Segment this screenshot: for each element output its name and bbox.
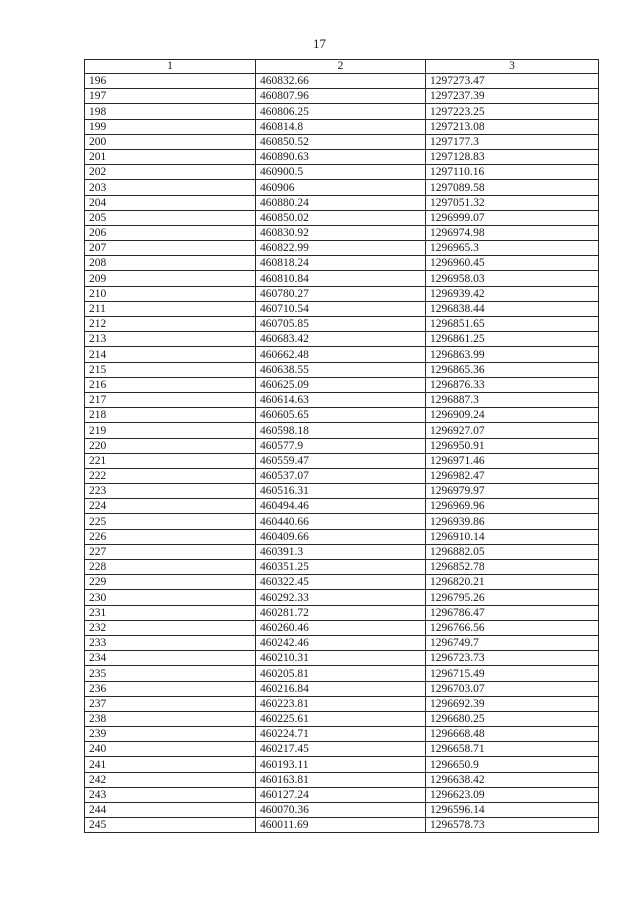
y-coordinate-cell: 1297273.47 [426,74,599,89]
column-header-y-coordinate: 3 [426,60,599,74]
table-row [85,651,599,666]
table-row [85,195,599,210]
column-header-point-number: 1 [85,60,256,74]
table-row [85,620,599,635]
x-coordinate-cell: 460070.36 [256,803,426,818]
point-number-cell: 214 [85,347,256,362]
x-coordinate-cell: 460625.09 [256,377,426,392]
x-coordinate-cell: 460598.18 [256,423,426,438]
point-number-cell: 213 [85,332,256,347]
x-coordinate-cell: 460516.31 [256,484,426,499]
y-coordinate-cell: 1296578.73 [426,818,599,833]
page-number: 17 [313,36,326,51]
header-row [85,60,599,74]
y-coordinate-cell: 1296838.44 [426,301,599,316]
point-number-cell: 198 [85,104,256,119]
y-coordinate-cell: 1296909.24 [426,408,599,423]
y-coordinate-cell: 1296863.99 [426,347,599,362]
point-number-cell: 209 [85,271,256,286]
point-number-cell: 201 [85,149,256,164]
table-row [85,787,599,802]
point-number-cell: 200 [85,134,256,149]
point-number-cell: 229 [85,575,256,590]
x-coordinate-cell: 460225.61 [256,711,426,726]
point-number-cell: 196 [85,74,256,89]
point-number-cell: 202 [85,165,256,180]
y-coordinate-cell: 1296960.45 [426,256,599,271]
table-row [85,104,599,119]
table-row [85,499,599,514]
table-row [85,423,599,438]
point-number-cell: 239 [85,727,256,742]
x-coordinate-cell: 460683.42 [256,332,426,347]
point-number-cell: 217 [85,392,256,407]
x-coordinate-cell: 460577.9 [256,438,426,453]
y-coordinate-cell: 1296795.26 [426,590,599,605]
table-row [85,149,599,164]
table-row [85,727,599,742]
x-coordinate-cell: 460705.85 [256,317,426,332]
table-row [85,74,599,89]
x-coordinate-cell: 460193.11 [256,757,426,772]
table-row [85,89,599,104]
table-row [85,301,599,316]
y-coordinate-cell: 1297051.32 [426,195,599,210]
y-coordinate-cell: 1296623.09 [426,787,599,802]
y-coordinate-cell: 1297223.25 [426,104,599,119]
y-coordinate-cell: 1296958.03 [426,271,599,286]
x-coordinate-cell: 460391.3 [256,544,426,559]
table-row [85,605,599,620]
table-row [85,711,599,726]
x-coordinate-cell: 460806.25 [256,104,426,119]
y-coordinate-cell: 1296766.56 [426,620,599,635]
table-row [85,681,599,696]
point-number-cell: 237 [85,696,256,711]
point-number-cell: 203 [85,180,256,195]
point-number-cell: 230 [85,590,256,605]
y-coordinate-cell: 1296876.33 [426,377,599,392]
y-coordinate-cell: 1296865.36 [426,362,599,377]
x-coordinate-cell: 460614.63 [256,392,426,407]
y-coordinate-cell: 1296965.3 [426,241,599,256]
y-coordinate-cell: 1296650.9 [426,757,599,772]
table-row [85,347,599,362]
point-number-cell: 206 [85,225,256,240]
y-coordinate-cell: 1296969.96 [426,499,599,514]
point-number-cell: 244 [85,803,256,818]
table-row [85,468,599,483]
point-number-cell: 222 [85,468,256,483]
x-coordinate-cell: 460900.5 [256,165,426,180]
point-number-cell: 233 [85,635,256,650]
table-row [85,180,599,195]
table-row [85,742,599,757]
column-header-x-coordinate: 2 [256,60,426,74]
table-row [85,377,599,392]
table-row [85,134,599,149]
x-coordinate-cell: 460810.84 [256,271,426,286]
x-coordinate-cell: 460850.52 [256,134,426,149]
y-coordinate-cell: 1296927.07 [426,423,599,438]
point-number-cell: 211 [85,301,256,316]
point-number-cell: 219 [85,423,256,438]
table-row [85,119,599,134]
y-coordinate-cell: 1296723.73 [426,651,599,666]
y-coordinate-cell: 1297177.3 [426,134,599,149]
x-coordinate-cell: 460814.8 [256,119,426,134]
table-row [85,317,599,332]
y-coordinate-cell: 1296999.07 [426,210,599,225]
x-coordinate-cell: 460807.96 [256,89,426,104]
y-coordinate-cell: 1296882.05 [426,544,599,559]
y-coordinate-cell: 1296692.39 [426,696,599,711]
point-number-cell: 231 [85,605,256,620]
point-number-cell: 212 [85,317,256,332]
point-number-cell: 235 [85,666,256,681]
y-coordinate-cell: 1296950.91 [426,438,599,453]
x-coordinate-cell: 460880.24 [256,195,426,210]
x-coordinate-cell: 460127.24 [256,787,426,802]
x-coordinate-cell: 460224.71 [256,727,426,742]
x-coordinate-cell: 460242.46 [256,635,426,650]
table-row [85,529,599,544]
x-coordinate-cell: 460890.63 [256,149,426,164]
x-coordinate-cell: 460822.99 [256,241,426,256]
point-number-cell: 224 [85,499,256,514]
point-number-cell: 226 [85,529,256,544]
x-coordinate-cell: 460260.46 [256,620,426,635]
x-coordinate-cell: 460537.07 [256,468,426,483]
point-number-cell: 207 [85,241,256,256]
point-number-cell: 220 [85,438,256,453]
point-number-cell: 208 [85,256,256,271]
table-row [85,210,599,225]
table-row [85,575,599,590]
table-row [85,560,599,575]
point-number-cell: 240 [85,742,256,757]
table-row [85,803,599,818]
y-coordinate-cell: 1296680.25 [426,711,599,726]
table-row [85,818,599,833]
x-coordinate-cell: 460292.33 [256,590,426,605]
point-number-cell: 245 [85,818,256,833]
x-coordinate-cell: 460217.45 [256,742,426,757]
y-coordinate-cell: 1296982.47 [426,468,599,483]
x-coordinate-cell: 460818.24 [256,256,426,271]
y-coordinate-cell: 1297089.58 [426,180,599,195]
y-coordinate-cell: 1296971.46 [426,453,599,468]
y-coordinate-cell: 1296939.42 [426,286,599,301]
table-row [85,757,599,772]
point-number-cell: 205 [85,210,256,225]
point-number-cell: 242 [85,772,256,787]
table-row [85,271,599,286]
y-coordinate-cell: 1296786.47 [426,605,599,620]
table-row [85,590,599,605]
table-row [85,165,599,180]
table-row [85,256,599,271]
x-coordinate-cell: 460710.54 [256,301,426,316]
table-row [85,392,599,407]
point-number-cell: 243 [85,787,256,802]
x-coordinate-cell: 460440.66 [256,514,426,529]
coordinates-table [84,59,599,833]
x-coordinate-cell: 460559.47 [256,453,426,468]
y-coordinate-cell: 1296596.14 [426,803,599,818]
y-coordinate-cell: 1297110.16 [426,165,599,180]
table-row [85,332,599,347]
x-coordinate-cell: 460638.55 [256,362,426,377]
table-row [85,514,599,529]
x-coordinate-cell: 460780.27 [256,286,426,301]
y-coordinate-cell: 1296979.97 [426,484,599,499]
point-number-cell: 225 [85,514,256,529]
point-number-cell: 215 [85,362,256,377]
y-coordinate-cell: 1297237.39 [426,89,599,104]
x-coordinate-cell: 460163.81 [256,772,426,787]
x-coordinate-cell: 460011.69 [256,818,426,833]
x-coordinate-cell: 460223.81 [256,696,426,711]
y-coordinate-cell: 1296668.48 [426,727,599,742]
point-number-cell: 228 [85,560,256,575]
table-row [85,635,599,650]
x-coordinate-cell: 460322.45 [256,575,426,590]
point-number-cell: 199 [85,119,256,134]
table-body [85,74,599,833]
point-number-cell: 232 [85,620,256,635]
y-coordinate-cell: 1297213.08 [426,119,599,134]
x-coordinate-cell: 460216.84 [256,681,426,696]
table-row [85,225,599,240]
x-coordinate-cell: 460351.25 [256,560,426,575]
point-number-cell: 210 [85,286,256,301]
table-row [85,666,599,681]
table-row [85,544,599,559]
point-number-cell: 197 [85,89,256,104]
point-number-cell: 218 [85,408,256,423]
y-coordinate-cell: 1296749.7 [426,635,599,650]
y-coordinate-cell: 1296939.86 [426,514,599,529]
y-coordinate-cell: 1296861.25 [426,332,599,347]
x-coordinate-cell: 460830.92 [256,225,426,240]
point-number-cell: 221 [85,453,256,468]
y-coordinate-cell: 1296851.65 [426,317,599,332]
x-coordinate-cell: 460832.66 [256,74,426,89]
table-row [85,241,599,256]
point-number-cell: 234 [85,651,256,666]
x-coordinate-cell: 460205.81 [256,666,426,681]
x-coordinate-cell: 460850.02 [256,210,426,225]
point-number-cell: 216 [85,377,256,392]
point-number-cell: 241 [85,757,256,772]
x-coordinate-cell: 460281.72 [256,605,426,620]
point-number-cell: 236 [85,681,256,696]
y-coordinate-cell: 1296910.14 [426,529,599,544]
x-coordinate-cell: 460605.65 [256,408,426,423]
table-row [85,286,599,301]
x-coordinate-cell: 460906 [256,180,426,195]
table-row [85,772,599,787]
point-number-cell: 227 [85,544,256,559]
x-coordinate-cell: 460210.31 [256,651,426,666]
table-header [85,60,599,74]
y-coordinate-cell: 1296638.42 [426,772,599,787]
table-row [85,408,599,423]
y-coordinate-cell: 1296974.98 [426,225,599,240]
table-row [85,438,599,453]
y-coordinate-cell: 1296852.78 [426,560,599,575]
x-coordinate-cell: 460662.48 [256,347,426,362]
point-number-cell: 238 [85,711,256,726]
x-coordinate-cell: 460494.46 [256,499,426,514]
y-coordinate-cell: 1297128.83 [426,149,599,164]
y-coordinate-cell: 1296715.49 [426,666,599,681]
point-number-cell: 204 [85,195,256,210]
y-coordinate-cell: 1296820.21 [426,575,599,590]
table-row [85,362,599,377]
table-row [85,453,599,468]
y-coordinate-cell: 1296887.3 [426,392,599,407]
y-coordinate-cell: 1296658.71 [426,742,599,757]
point-number-cell: 223 [85,484,256,499]
x-coordinate-cell: 460409.66 [256,529,426,544]
y-coordinate-cell: 1296703.07 [426,681,599,696]
table-row [85,484,599,499]
table-row [85,696,599,711]
